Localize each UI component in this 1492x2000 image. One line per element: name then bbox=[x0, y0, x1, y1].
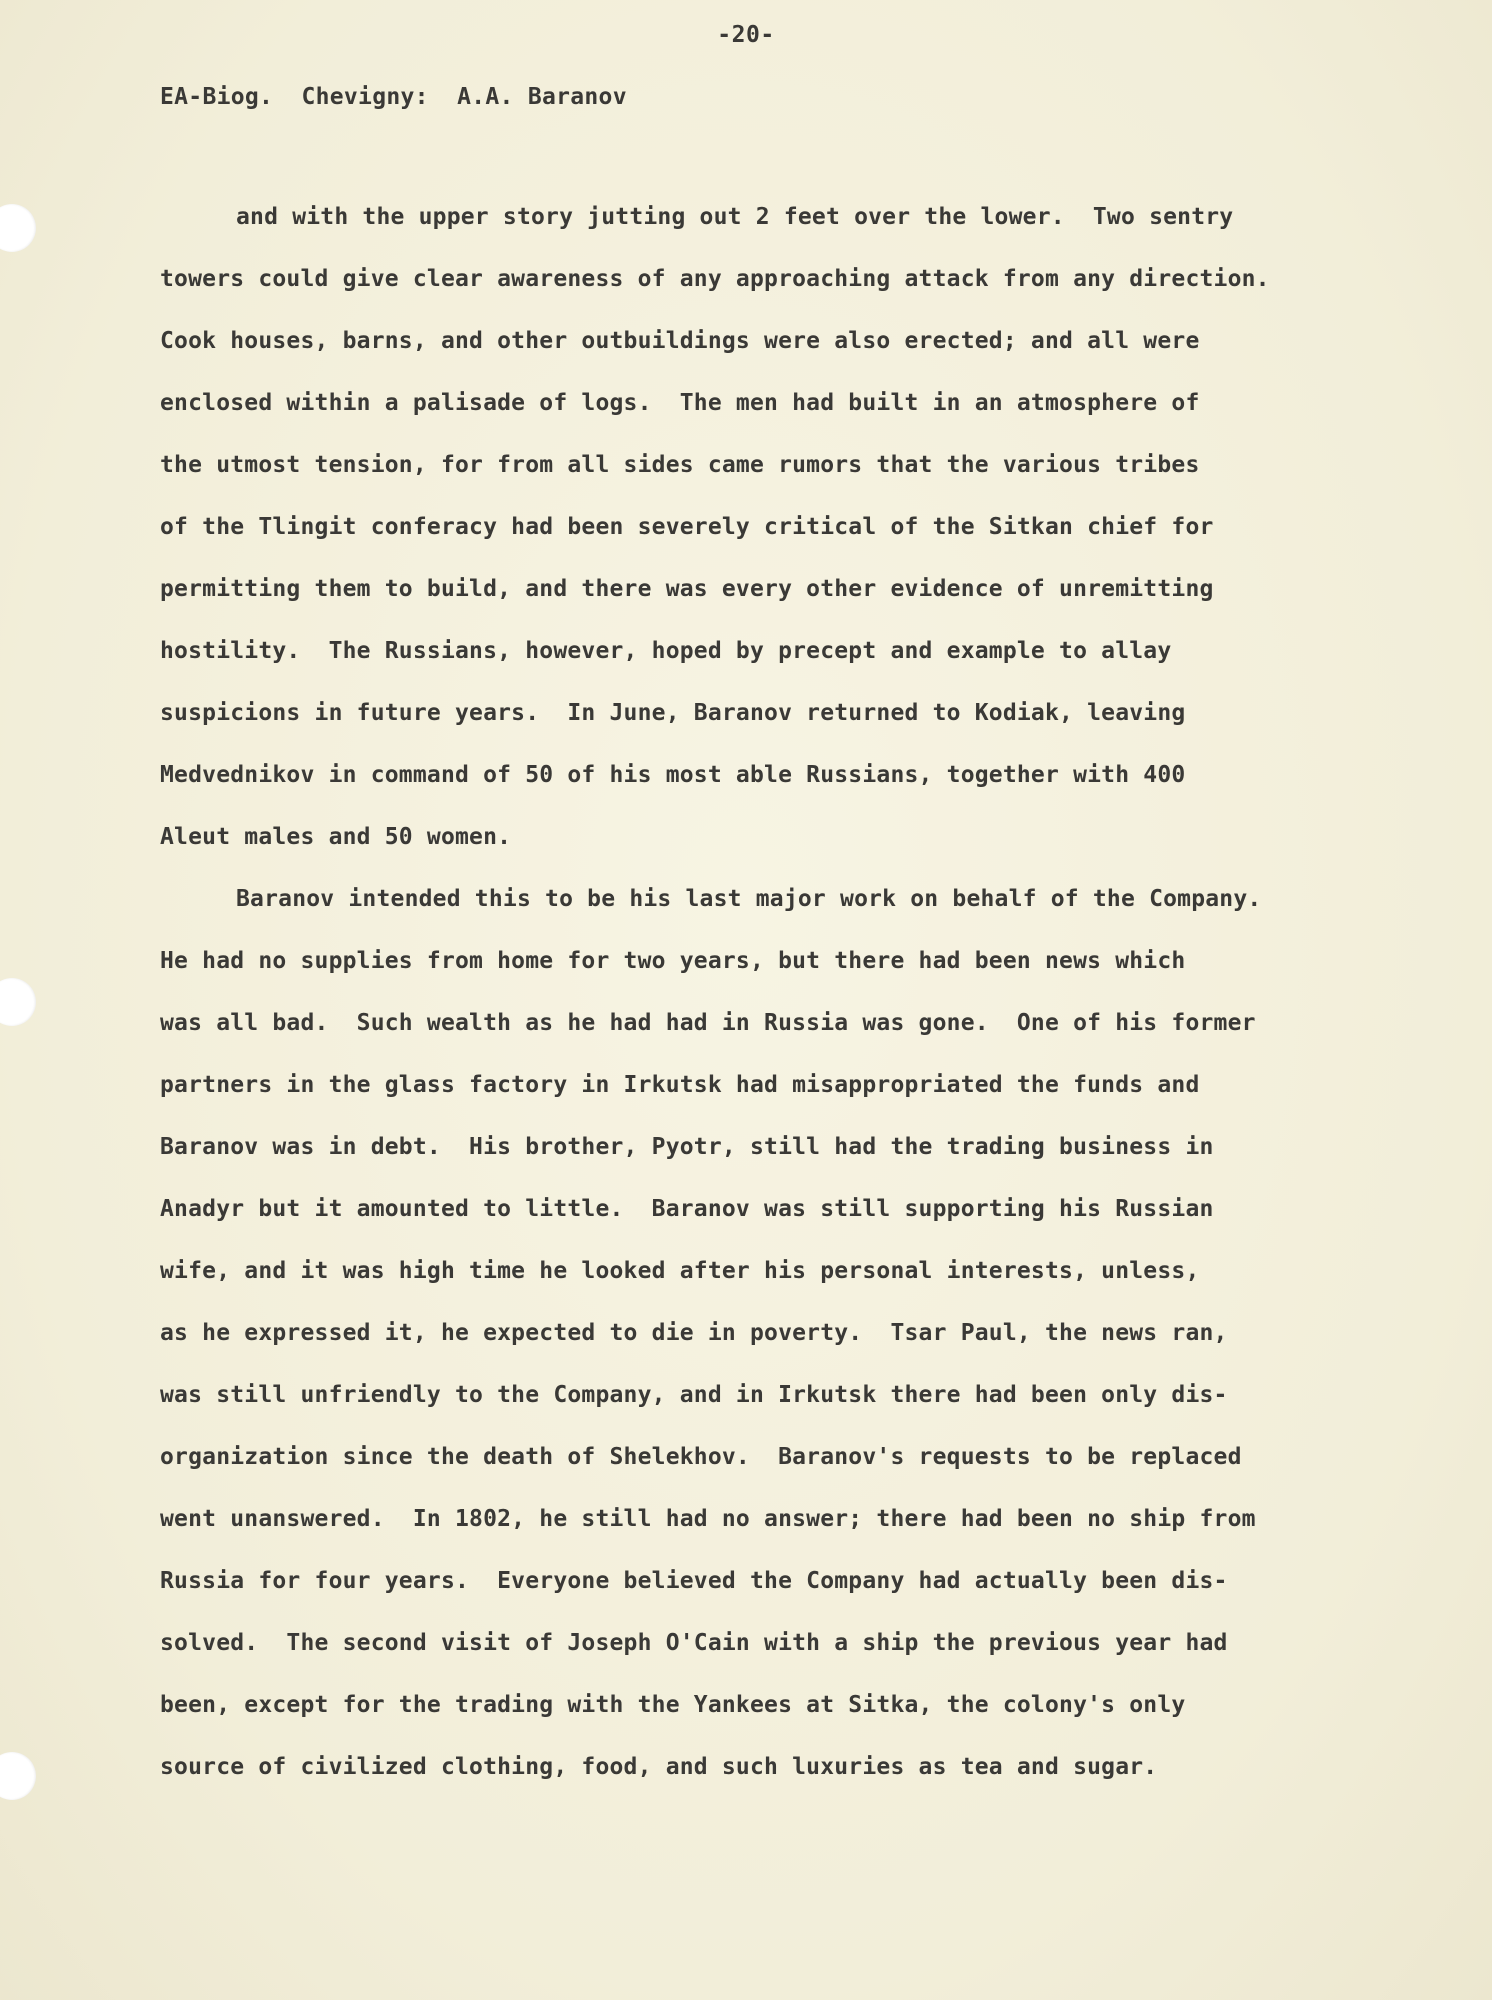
paragraph-2 bbox=[160, 876, 1390, 1806]
text-line: the utmost tension, for from all sides came rumors that the various tribes bbox=[160, 452, 1200, 478]
text-line: Baranov was in debt. His brother, Pyotr, still had the trading business in bbox=[160, 1134, 1214, 1160]
text-line: wife, and it was high time he looked after his personal interests, unless, bbox=[160, 1258, 1200, 1284]
text-line: He had no supplies from home for two years, but there had been news which bbox=[160, 948, 1186, 974]
text-line: Russia for four years. Everyone believed the Company had actually been dis- bbox=[160, 1568, 1228, 1594]
text-line: towers could give clear awareness of any approaching attack from any direction. bbox=[160, 266, 1270, 292]
body-text bbox=[160, 194, 1390, 1806]
page-number: -20- bbox=[717, 22, 775, 48]
text-line: went unanswered. In 1802, he still had no answer; there had been no ship from bbox=[160, 1506, 1256, 1532]
text-line: Anadyr but it amounted to little. Baranov was still supporting his Russian bbox=[160, 1196, 1214, 1222]
text-line: solved. The second visit of Joseph O'Cain with a ship the previous year had bbox=[160, 1630, 1228, 1656]
text-line: Medvednikov in command of 50 of his most able Russians, together with 400 bbox=[160, 762, 1186, 788]
running-header: EA-Biog. Chevigny: A.A. Baranov bbox=[160, 84, 627, 110]
text-line: partners in the glass factory in Irkutsk had misappropriated the funds and bbox=[160, 1072, 1200, 1098]
text-line: Baranov intended this to be his last major work on behalf of the Company. bbox=[236, 886, 1262, 912]
text-line: of the Tlingit conferacy had been severely critical of the Sitkan chief for bbox=[160, 514, 1214, 540]
text-line: been, except for the trading with the Yankees at Sitka, the colony's only bbox=[160, 1692, 1186, 1718]
text-line: permitting them to build, and there was every other evidence of unremitting bbox=[160, 576, 1214, 602]
text-line: source of civilized clothing, food, and such luxuries as tea and sugar. bbox=[160, 1754, 1158, 1780]
text-line: was all bad. Such wealth as he had had in Russia was gone. One of his former bbox=[160, 1010, 1256, 1036]
text-line: enclosed within a palisade of logs. The men had built in an atmosphere of bbox=[160, 390, 1200, 416]
text-line: was still unfriendly to the Company, and in Irkutsk there had been only dis- bbox=[160, 1382, 1228, 1408]
text-line: Aleut males and 50 women. bbox=[160, 824, 512, 850]
punch-hole bbox=[0, 1752, 36, 1800]
text-line: as he expressed it, he expected to die in poverty. Tsar Paul, the news ran, bbox=[160, 1320, 1228, 1346]
text-line: organization since the death of Shelekhov. Baranov's requests to be replaced bbox=[160, 1444, 1242, 1470]
text-line: suspicions in future years. In June, Baranov returned to Kodiak, leaving bbox=[160, 700, 1186, 726]
text-line: Cook houses, barns, and other outbuildings were also erected; and all were bbox=[160, 328, 1200, 354]
paragraph-1 bbox=[160, 194, 1390, 876]
punch-hole bbox=[0, 204, 36, 252]
text-line: and with the upper story jutting out 2 feet over the lower. Two sentry bbox=[236, 204, 1234, 230]
text-line: hostility. The Russians, however, hoped by precept and example to allay bbox=[160, 638, 1172, 664]
punch-hole bbox=[0, 978, 36, 1026]
